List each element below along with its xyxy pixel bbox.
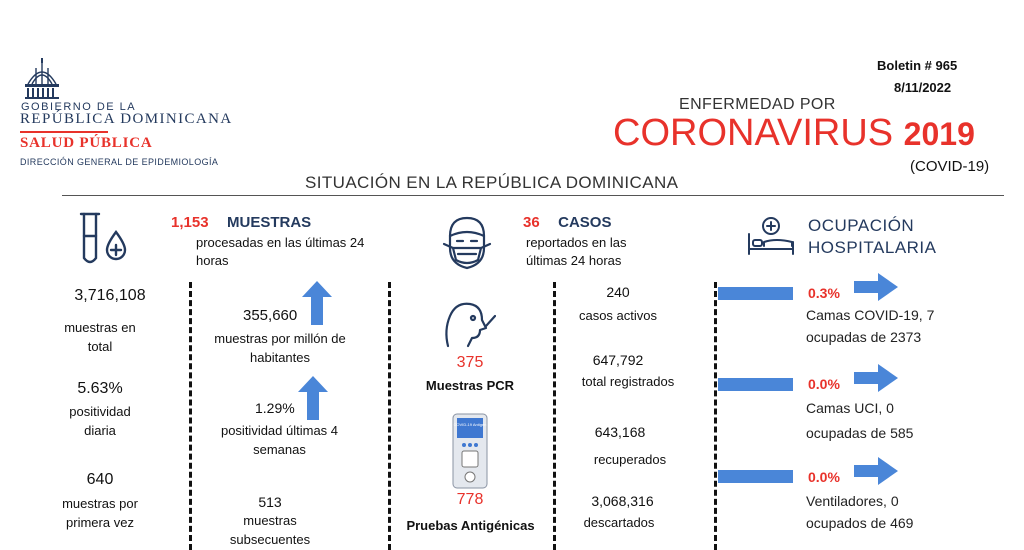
arrow-right-icon	[854, 273, 898, 301]
bulletin-date: 8/11/2022	[894, 80, 952, 95]
arrow-right-icon	[854, 364, 898, 392]
per-million-value: 355,660	[243, 307, 298, 324]
subsequent-value: 513	[258, 494, 282, 510]
title-coronavirus: CORONAVIRUS	[613, 112, 894, 154]
recovered-value: 643,168	[594, 424, 646, 440]
hospital-bed-icon	[746, 216, 796, 256]
separator-2	[388, 282, 391, 550]
title-abbrev: (COVID-19)	[910, 158, 990, 175]
department-name: DIRECCIÓN GENERAL DE EPIDEMIOLOGÍA	[20, 157, 219, 167]
ventilators-line2: ocupados de 469	[806, 515, 914, 531]
discarded-value: 3,068,316	[591, 493, 654, 509]
positivity-4w-value: 1.29%	[255, 400, 295, 416]
ministry-name: SALUD PÚBLICA	[20, 135, 153, 151]
total-samples-value: 3,716,108	[74, 287, 146, 304]
muestras-count: 1,153	[171, 214, 209, 231]
casos-title: CASOS	[558, 214, 612, 231]
positivity-4w-label: positividad últimas 4 semanas	[220, 423, 339, 457]
logo-divider	[20, 131, 108, 133]
antigen-test-kit-icon	[452, 413, 488, 489]
situation-heading: SITUACIÓN EN LA REPÚBLICA DOMINICANA	[305, 173, 679, 192]
masked-face-icon	[440, 214, 494, 272]
separator-4	[714, 282, 717, 550]
arrow-up-icon	[302, 281, 332, 325]
daily-positivity-value: 5.63%	[77, 380, 123, 397]
antigen-value: 778	[456, 491, 484, 508]
arrow-up-icon	[298, 376, 328, 420]
active-cases-label: casos activos	[578, 308, 658, 323]
muestras-subtitle: procesadas en las últimas 24 horas	[196, 235, 365, 268]
hospital-title-line1: OCUPACIÓN	[808, 216, 915, 235]
government-dome-logo-icon	[22, 58, 62, 100]
icu-beds-pct: 0.0%	[808, 376, 840, 392]
title-main	[613, 112, 975, 155]
active-cases-value: 240	[606, 284, 630, 300]
org-line1: GOBIERNO DE LA	[21, 101, 137, 113]
total-cases-value: 647,792	[592, 352, 644, 368]
ventilators-pct: 0.0%	[808, 469, 840, 485]
total-samples-label: muestras en total	[64, 320, 136, 354]
bulletin-number: Boletin # 965	[877, 58, 958, 73]
occupancy-bar	[718, 287, 793, 300]
header-rule	[62, 195, 1004, 196]
separator-3	[553, 282, 556, 550]
first-samples-value: 640	[86, 471, 114, 488]
kit-text: COVID-19 Antigen	[453, 422, 487, 427]
title-year: 2019	[903, 116, 975, 152]
casos-header	[523, 214, 611, 232]
casos-count: 36	[523, 214, 540, 231]
icu-beds-line1: Camas UCI, 0	[806, 400, 894, 416]
subsequent-label: muestras subsecuentes	[229, 513, 311, 547]
muestras-title: MUESTRAS	[227, 214, 312, 231]
occupancy-bar	[718, 378, 793, 391]
per-million-label: muestras por millón de habitantes	[214, 331, 346, 365]
casos-subtitle: reportados en las últimas 24 horas	[526, 235, 627, 268]
covid-beds-line1: Camas COVID-19, 7	[806, 307, 935, 323]
muestras-header	[171, 214, 311, 232]
separator-1	[189, 282, 192, 550]
icu-beds-line2: ocupadas de 585	[806, 425, 914, 441]
antigen-label: Pruebas Antigénicas	[406, 518, 535, 533]
arrow-right-icon	[854, 457, 898, 485]
first-samples-label: muestras por primera vez	[62, 496, 138, 530]
occupancy-bar	[718, 470, 793, 483]
test-tube-drop-icon	[78, 210, 134, 266]
nasal-swab-icon	[440, 296, 496, 348]
daily-positivity-label: positividad diaria	[69, 404, 131, 438]
covid-beds-line2: ocupadas de 2373	[806, 329, 922, 345]
covid-beds-pct: 0.3%	[808, 285, 840, 301]
total-cases-label: total registrados	[581, 374, 675, 389]
pcr-label: Muestras PCR	[425, 378, 515, 393]
discarded-label: descartados	[583, 515, 655, 530]
hospital-title-line2: HOSPITALARIA	[808, 238, 937, 257]
ventilators-line1: Ventiladores, 0	[806, 493, 899, 509]
org-line2: REPÚBLICA DOMINICANA	[20, 111, 233, 127]
title-small: ENFERMEDAD POR	[679, 96, 836, 113]
recovered-label: recuperados	[593, 452, 667, 467]
pcr-value: 375	[456, 354, 484, 371]
